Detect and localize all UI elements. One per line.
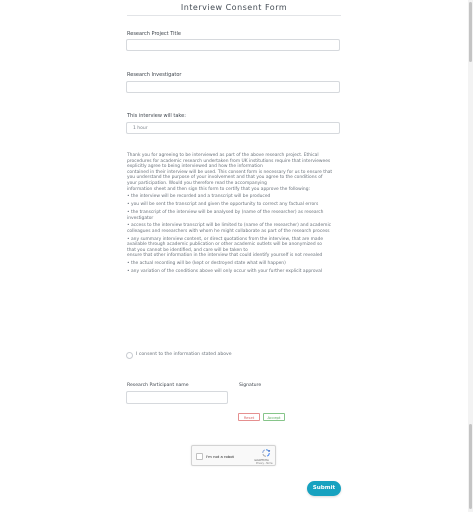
signature-label: Signature [239, 383, 262, 388]
intro-line: information sheet and then sign this form to certify that you approve the following: [127, 186, 310, 192]
bullet-item [127, 237, 341, 259]
recaptcha-widget [191, 445, 276, 466]
intro-line: explicitly agree to being interviewed and how the information [127, 164, 263, 170]
form-title: Interview Consent Form [180, 3, 288, 12]
bullet-line: available through academic publication or other academic outlets will be anonymized so [127, 242, 322, 248]
bullet-item [127, 202, 341, 208]
recaptcha-logo-icon [260, 448, 272, 458]
bullet-item [127, 269, 341, 275]
bullet-line: • access to the interview transcript will be limited to (name of the researcher) and academic [127, 223, 332, 229]
investigator-input[interactable] [126, 81, 340, 93]
participant-name-input[interactable] [126, 391, 228, 404]
title-divider [127, 15, 341, 16]
bullet-line: colleagues and researchers with whom he might collaborate as part of the research process [127, 228, 330, 234]
bullet-line: • the transcript of the interview will be analysed by (name of the researcher) as research [127, 209, 324, 215]
bullet-line: that you cannot be identified, and care will be taken to [127, 247, 248, 253]
investigator-label: Research Investigator [127, 72, 182, 78]
bullet-item [127, 210, 341, 221]
recaptcha-brand: reCAPTCHA [254, 459, 269, 462]
scrollbar-thumb[interactable] [469, 2, 472, 62]
project-title-label: Research Project Title [127, 31, 181, 37]
intro-line: your participation. Would you therefore read the accompanying [127, 180, 267, 186]
bullet-item [127, 223, 341, 234]
bullet-line: • the interview will be recorded and a transcript will be produced [127, 194, 271, 200]
duration-label: This interview will take: [127, 113, 186, 119]
bullet-line: investigator [127, 215, 154, 221]
intro-line: Thank you for agreeing to be interviewed as part of the above research project. Ethical [127, 153, 319, 158]
duration-input[interactable] [126, 122, 340, 134]
reset-signature-button[interactable]: Reset [238, 413, 260, 421]
consent-radio[interactable] [126, 352, 133, 359]
scrollbar-thumb[interactable] [469, 424, 472, 509]
duration-value: 1 hour [133, 126, 148, 131]
consent-label: I consent to the information stated above [136, 352, 232, 357]
recaptcha-checkbox[interactable] [196, 453, 203, 460]
intro-paragraph [127, 153, 341, 192]
recaptcha-label: I'm not a robot [206, 454, 235, 459]
intro-line: contained in their interview will be used. This consent form is necessary for us to ensure that [127, 169, 333, 175]
consent-text [127, 153, 341, 277]
intro-line: you understand the purpose of your involvement and that you agree to the conditions of [127, 175, 323, 181]
bullet-line: • the actual recording will be (kept or destroyed state what will happen) [127, 261, 286, 267]
accept-signature-button[interactable]: Accept [263, 413, 285, 421]
bullet-line: • you will be sent the transcript and given the opportunity to correct any factual errors [127, 202, 319, 208]
submit-button[interactable]: Submit [307, 481, 341, 496]
bullet-line: • any summary interview content, or direct quotations from the interview, that are made [127, 236, 324, 242]
project-title-input[interactable] [126, 39, 340, 51]
bullet-item [127, 194, 341, 200]
participant-name-label: Research Participant name [127, 383, 189, 388]
bullet-item [127, 261, 341, 267]
bullet-line: ensure that other information in the interview that could identify yourself is not revealed [127, 253, 323, 259]
bullet-line: • any variation of the conditions above will only occur with your further explicit approval [127, 269, 323, 274]
recaptcha-privacy-terms[interactable]: Privacy - Terms [256, 462, 273, 465]
intro-line: procedures for academic research undertaken from UK institutions require that interviewees [127, 158, 331, 164]
